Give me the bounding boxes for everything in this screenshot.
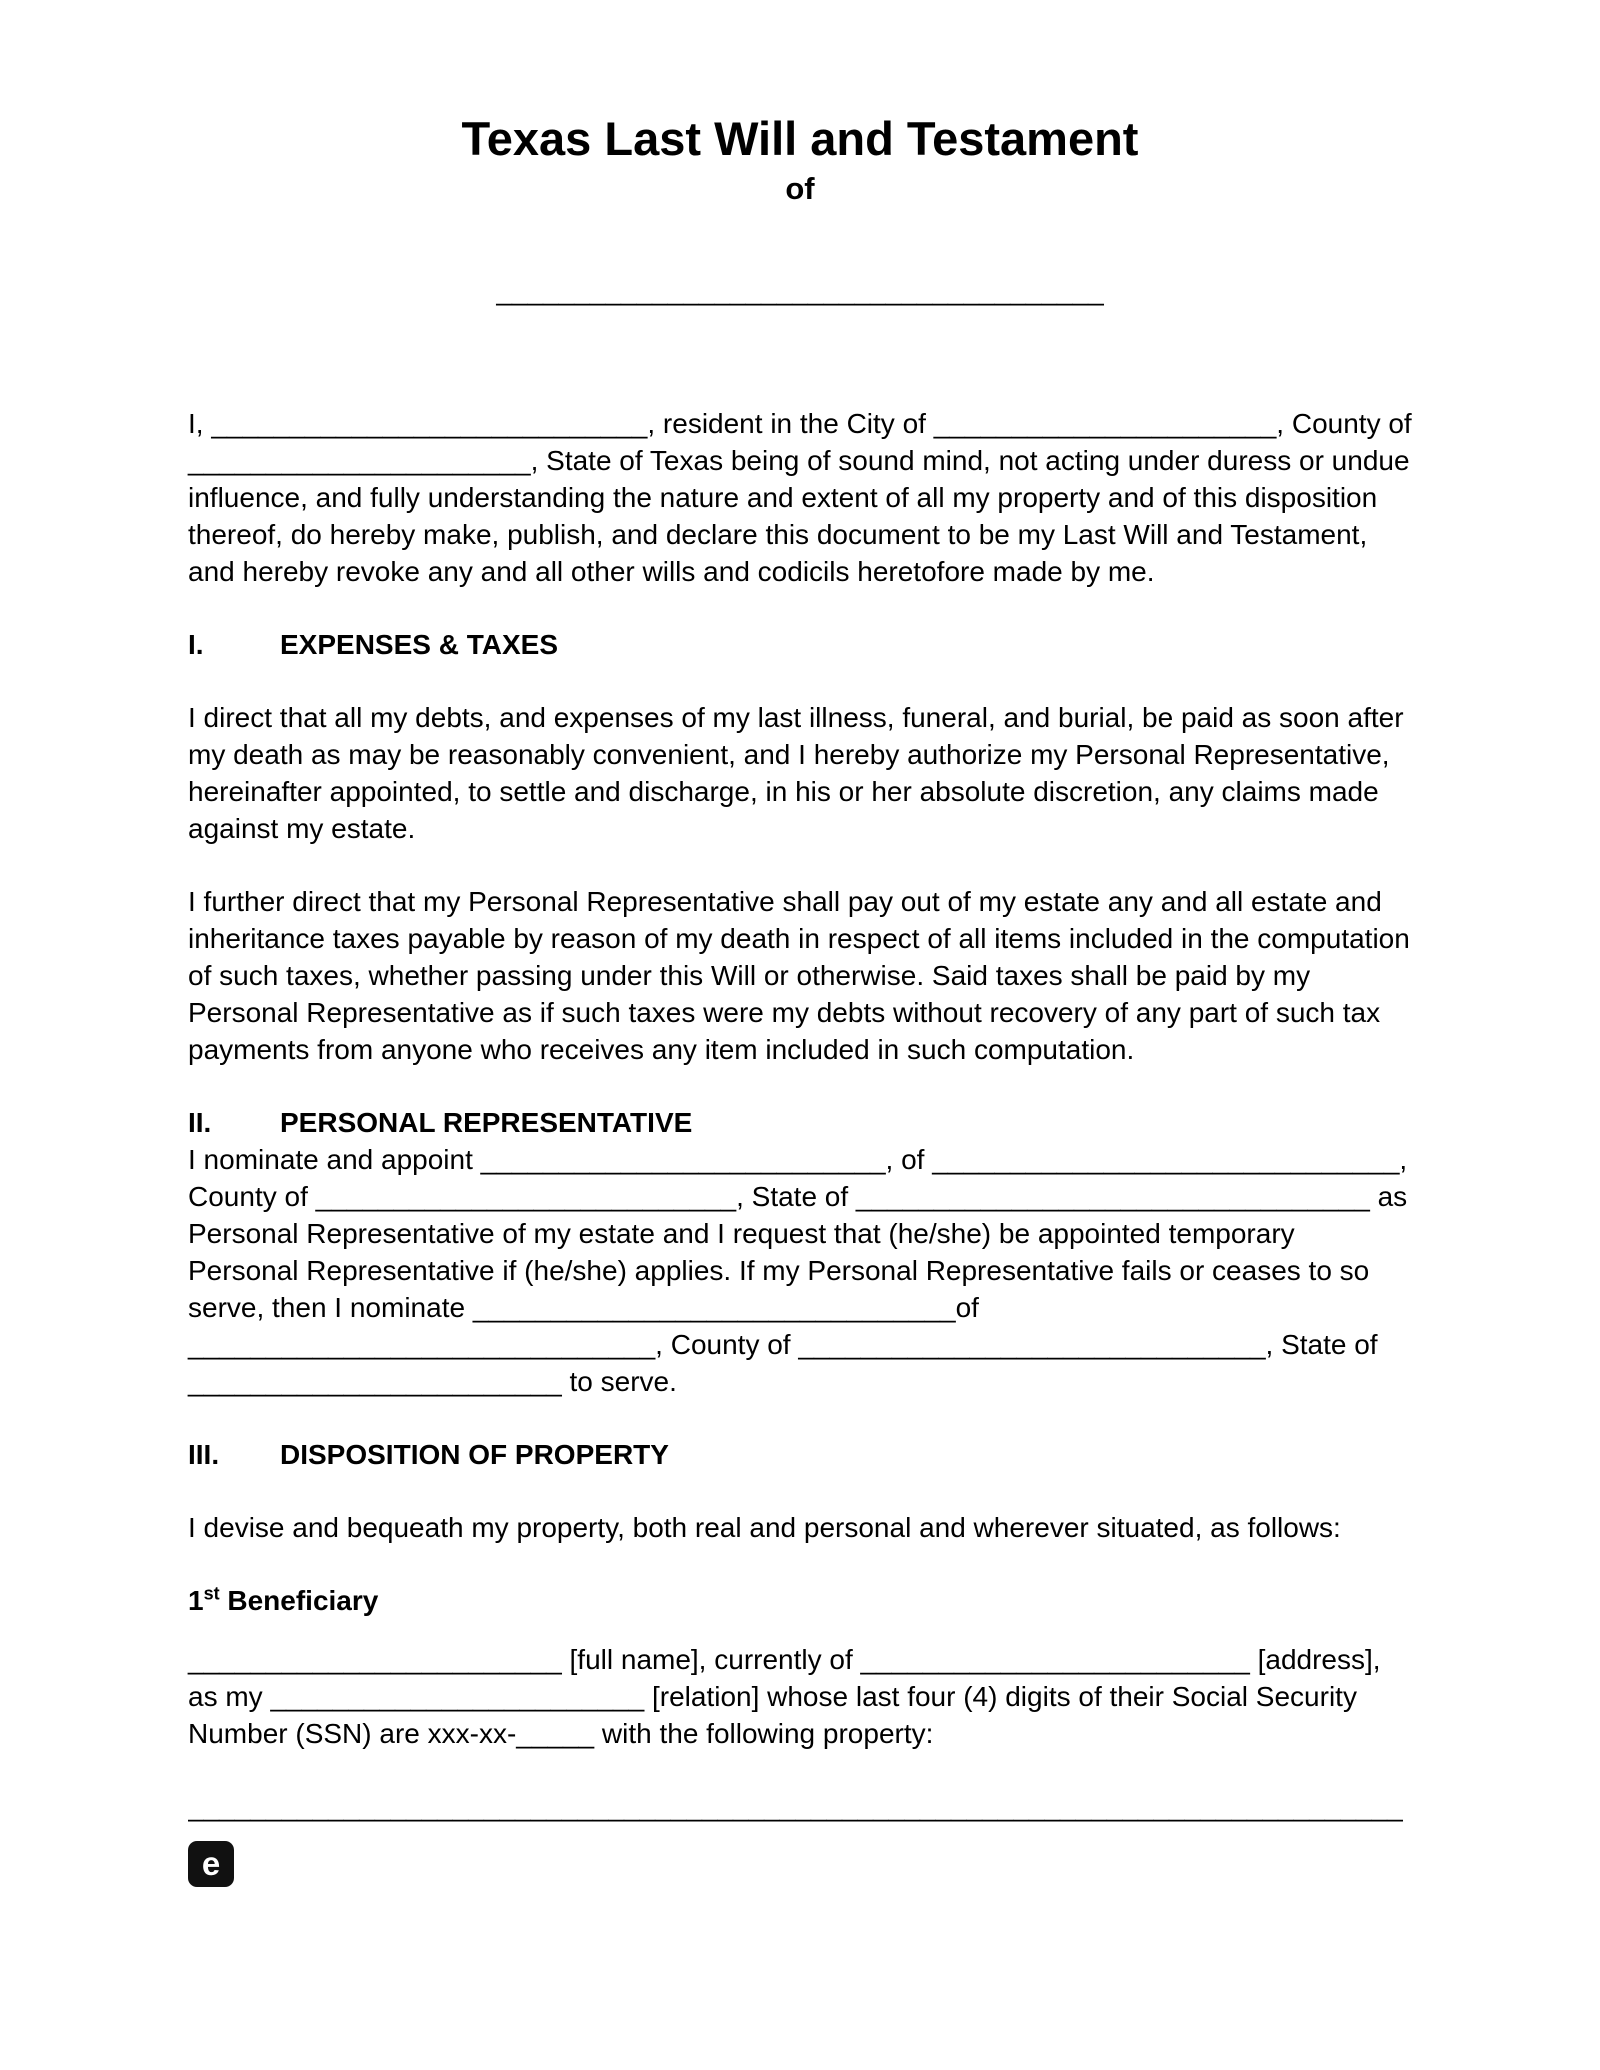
beneficiary-ordinal: st	[203, 1583, 220, 1604]
section-number: I.	[188, 629, 204, 660]
section-title: PERSONAL REPRESENTATIVE	[280, 1107, 693, 1138]
section-heading-expenses-taxes	[188, 626, 1412, 663]
testator-name-blank: _______________________________________	[496, 275, 1104, 306]
eforms-logo-icon	[188, 1841, 234, 1887]
eforms-logo-letter: e	[201, 1844, 221, 1882]
property-blank-line: ______________________________________________________________________________	[188, 1791, 1403, 1822]
paragraph-expenses-1: I direct that all my debts, and expenses of my last illness, funeral, and burial, be paid as soon after my death as may be reasonably convenient, and I hereby authorize my Personal Representative, hereinafter appointed, to settle and discharge, in his or her absolute discretion, any claims made against my estate.	[188, 702, 1404, 844]
section-title: DISPOSITION OF PROPERTY	[280, 1439, 669, 1470]
paragraph-expenses-2: I further direct that my Personal Representative shall pay out of my estate any and all estate and inheritance taxes payable by reason of my death in respect of all items included in the computation of such taxes, whether passing under this Will or otherwise. Said taxes shall be paid by my Personal Representative as if such taxes were my debts without recovery of any part of such tax payments from anyone who receives any item included in such computation.	[188, 886, 1410, 1065]
paragraph-disposition: I devise and bequeath my property, both real and personal and wherever situated, as follows:	[188, 1512, 1341, 1543]
section-number: II.	[188, 1107, 212, 1138]
intro-paragraph: I, ____________________________, resident in the City of ______________________, County of ______________________, State of Texas being of sound mind, not acting under duress or undue influence, and fully understanding the nature and extent of all my property and of this disposition thereof, do hereby make, publish, and declare this document to be my Last Will and Testament, and hereby revoke any and all other wills and codicils heretofore made by me.	[188, 408, 1412, 587]
section-title: EXPENSES & TAXES	[280, 629, 559, 660]
document-subtitle: of	[785, 171, 815, 206]
section-number: III.	[188, 1439, 220, 1470]
document-title: Texas Last Will and Testament	[461, 112, 1139, 165]
footer	[188, 1841, 1412, 1887]
paragraph-personal-representative: I nominate and appoint __________________________, of ______________________________, County of ___________________________, State of _________________________________ as Personal Representative of my estate and I request that (he/she) be appointed temporary Personal Representative if (he/she) applies. If my Personal Representative fails or ceases to so serve, then I nominate _______________________________of ______________________________, County of ______________________________, State of ________________________ to serve.	[188, 1144, 1408, 1397]
section-heading-disposition-of-property	[188, 1436, 1412, 1473]
beneficiary-paragraph: ________________________ [full name], currently of _________________________ [address], as my ________________________ [relation] whose last four (4) digits of their Social Security Number (SSN) are xxx-xx-_____ with the following property:	[188, 1644, 1381, 1749]
beneficiary-heading	[188, 1582, 1412, 1619]
beneficiary-label: Beneficiary	[219, 1585, 379, 1616]
beneficiary-number: 1	[188, 1585, 204, 1616]
section-heading-personal-representative	[188, 1104, 1412, 1141]
